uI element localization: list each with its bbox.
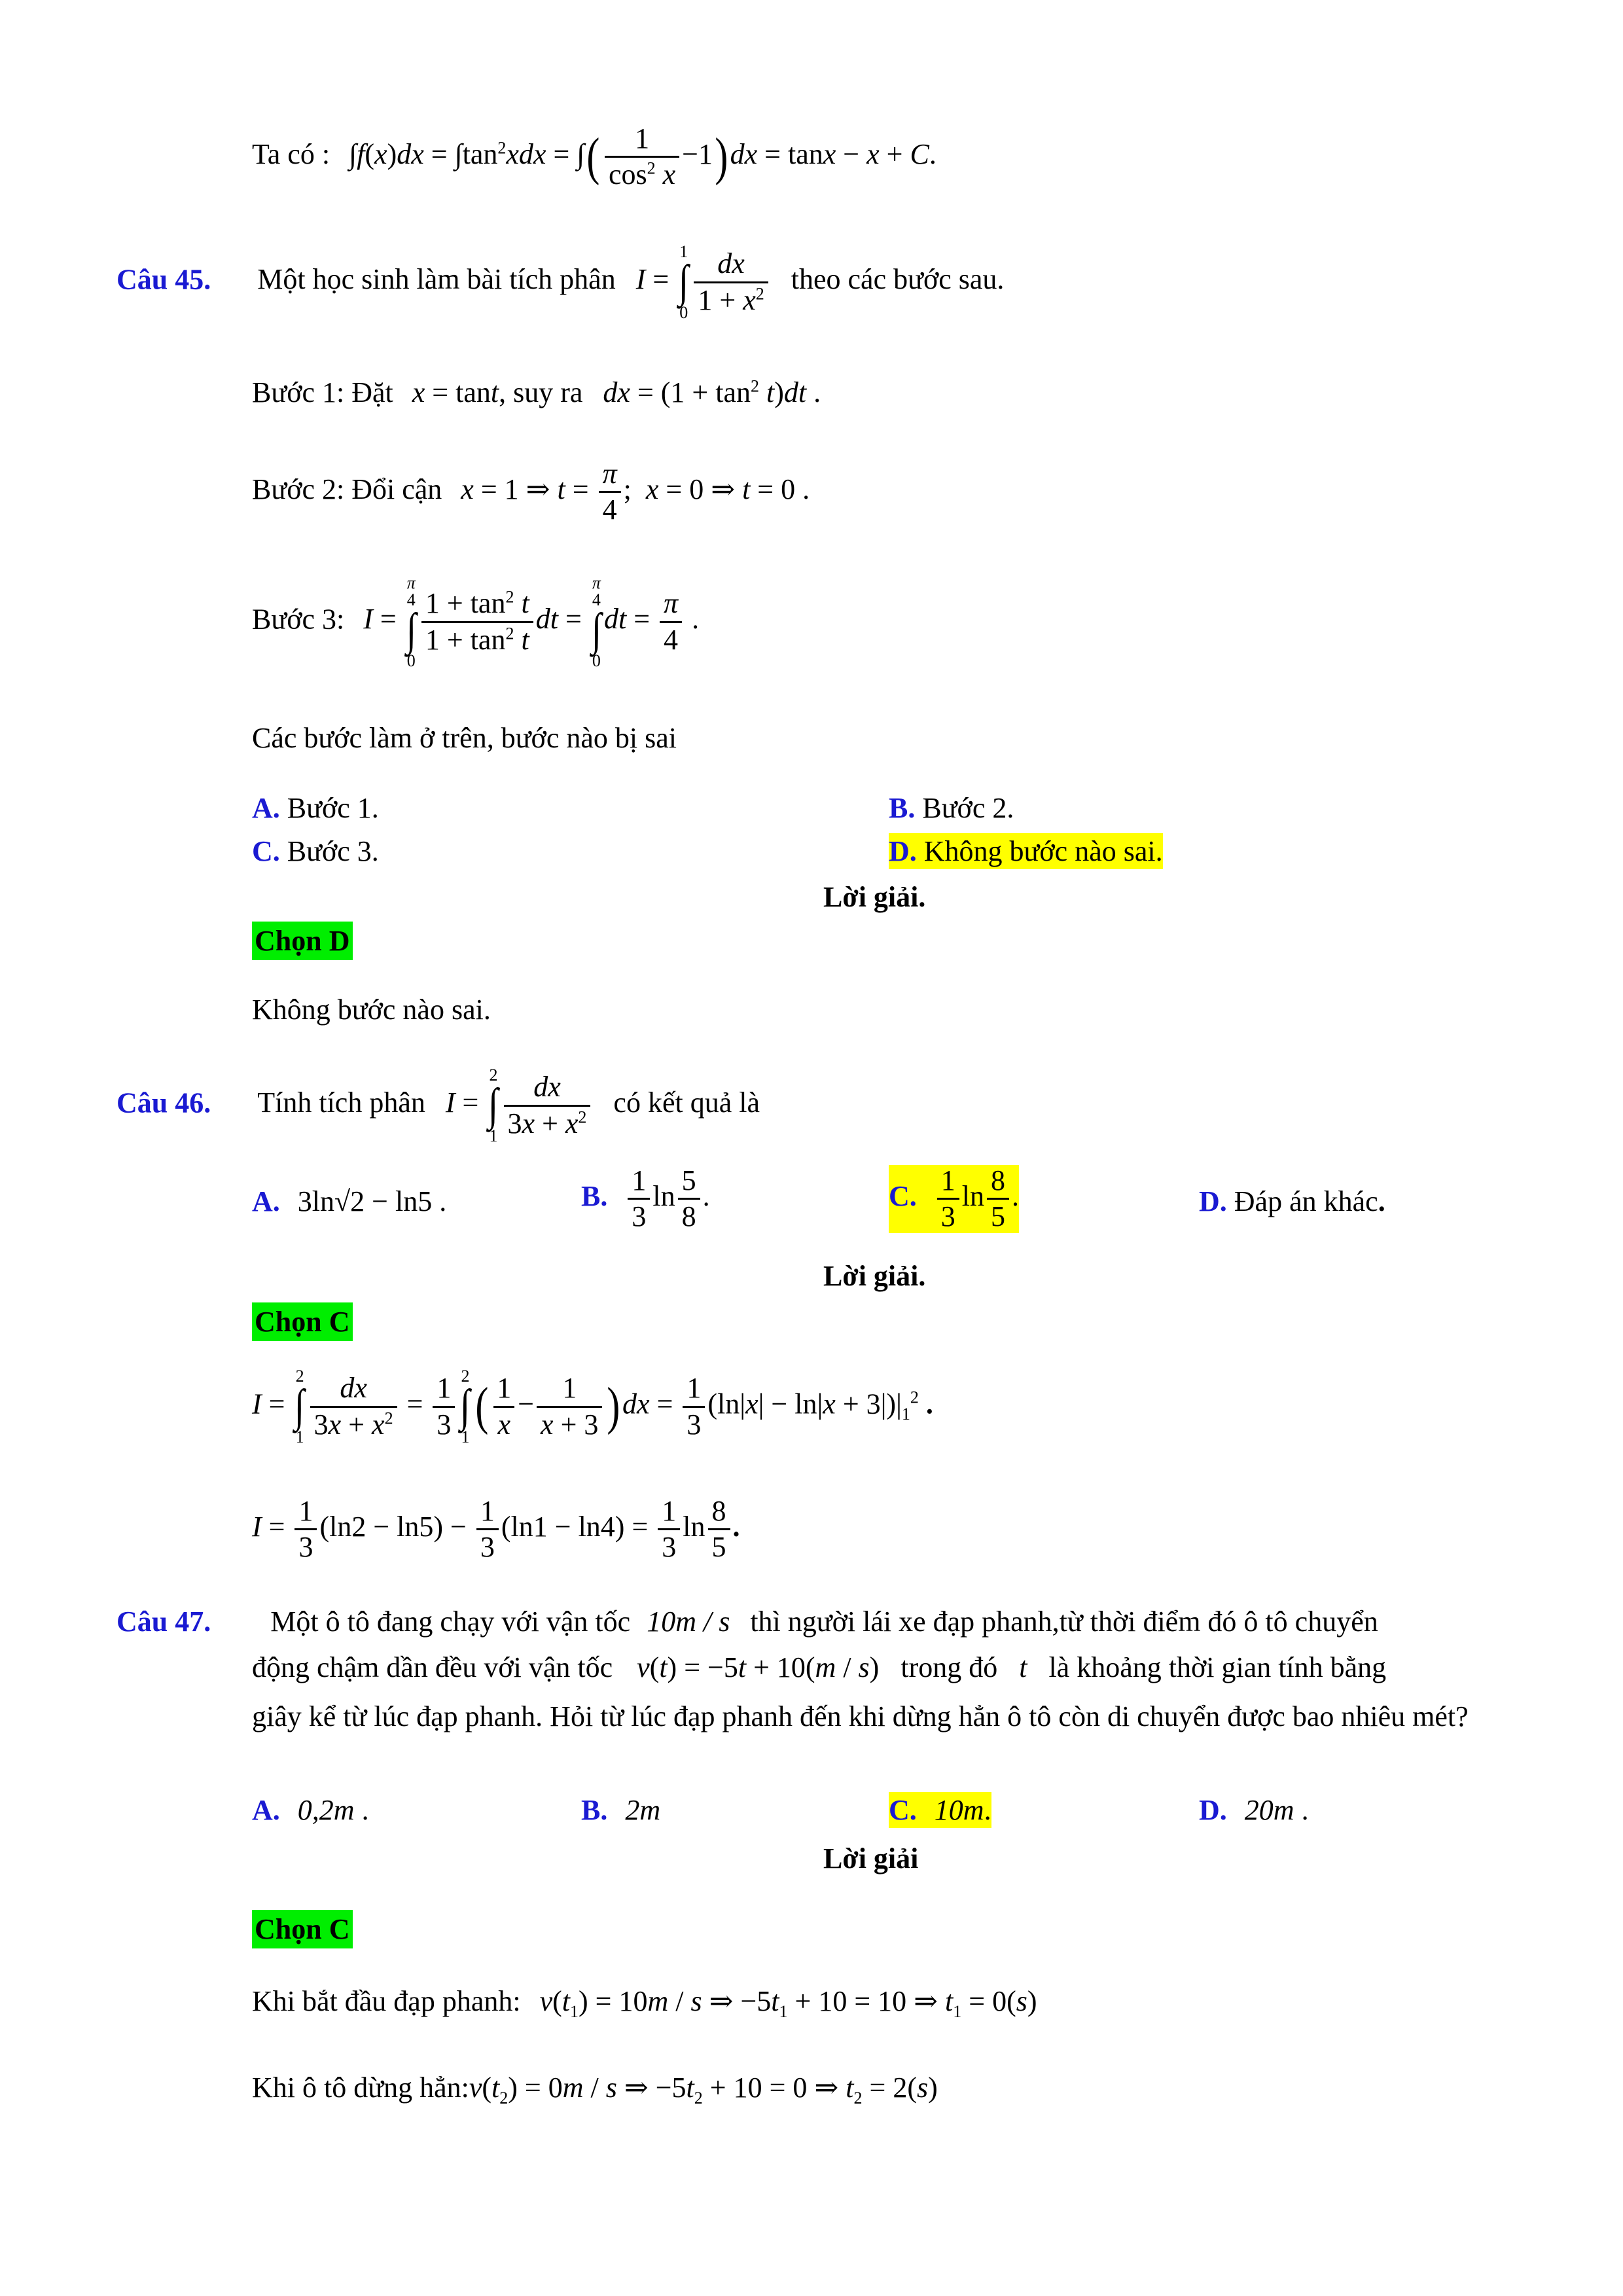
- q46-number: Câu 46.: [116, 1086, 211, 1119]
- intro-formula: $\int f(x)dx = \int\tan^2xdx$ = ∫( $\frac{1}{\cos^2 x}$ −1)dx = tanx − x + C.: [349, 122, 936, 191]
- q46-option-c[interactable]: C. $\frac{1}{3}$ ln $\frac{8}{5}$ .: [889, 1164, 1020, 1233]
- q46-option-d[interactable]: D. Đáp án khác.: [1199, 1185, 1385, 1217]
- q47-line1-a: Một ô tô đang chạy với vận tốc: [270, 1605, 631, 1638]
- q47-line2-a: động chậm dần đều với vận tốc: [252, 1651, 613, 1683]
- q45-solution-title: Lời giải.: [823, 881, 926, 913]
- q45-step1-mid: , suy ra: [499, 376, 583, 408]
- q47-option-c[interactable]: C. 10m.: [889, 1792, 991, 1828]
- q47-line2-b: trong đó: [901, 1651, 998, 1683]
- q45-option-a[interactable]: A. Bước 1.: [252, 792, 379, 824]
- q47-line1: [116, 1604, 1378, 1640]
- q47-sol2-label: Khi ô tô dừng hẳn:: [252, 2072, 469, 2104]
- q47-line3: giây kể từ lúc đạp phanh. Hỏi từ lúc đạp phanh đến khi dừng hẳn ô tô còn di chuyển được bao nhiêu mét?: [252, 1700, 1469, 1732]
- q45-option-b[interactable]: B. Bước 2.: [889, 792, 1014, 824]
- q46-stem: [116, 1067, 760, 1145]
- q47-choice: Chọn C: [252, 1910, 353, 1948]
- q45-step1: [252, 374, 821, 410]
- q47-t: t: [1019, 1651, 1027, 1683]
- q45-prompt: Các bước làm ở trên, bước nào bị sai: [252, 722, 677, 754]
- q45-step2-label: Bước 2: Đổi cận: [252, 473, 442, 505]
- q46-solution-title: Lời giải.: [823, 1260, 926, 1292]
- q47-option-d[interactable]: D. 20m .: [1199, 1794, 1309, 1826]
- q47-sol1-label: Khi bắt đầu đạp phanh:: [252, 1985, 521, 2017]
- q46-solution-line2: I = $\frac{1}{3}$ (ln2 − ln5) − $\frac{1}{3}$ (ln1 − ln4) = $\frac{1}{3}$ ln $\frac{8}{5}$ .: [252, 1495, 740, 1564]
- q47-line1-b: thì người lái xe đạp phanh,từ thời điểm đó ô tô chuyển: [750, 1605, 1378, 1638]
- q45-step3: [252, 575, 699, 670]
- q45-step2-math: x = 1 ⇒ t = $\frac{\pi}{4}$ ; x = 0 ⇒ t = 0 .: [461, 457, 810, 526]
- q45-option-c[interactable]: C. Bước 3.: [252, 835, 379, 867]
- q47-velocity: v(t) = −5t + 10(m / s): [637, 1651, 880, 1683]
- q45-number: Câu 45.: [116, 263, 211, 296]
- q45-step1-label: Bước 1: Đặt: [252, 376, 393, 408]
- q46-option-b[interactable]: B. $\frac{1}{3}$ ln $\frac{5}{8}$ .: [581, 1164, 710, 1233]
- q47-sol2-math: $v(t_2) = 0m / s$ ⇒ $-5t_2 + 10 = 0$ ⇒ $t_2 = 2(s)$: [469, 2072, 938, 2108]
- intro-label: Ta có :: [252, 137, 330, 170]
- q46-option-a[interactable]: A. 3ln√2 − ln5 .: [252, 1185, 447, 1217]
- q45-choice: Chọn D: [252, 922, 353, 960]
- q47-solution-line1: [252, 1983, 1037, 2022]
- q46-stem-before: Tính tích phân: [257, 1086, 425, 1119]
- q47-option-b[interactable]: B. 2m: [581, 1794, 661, 1826]
- q47-line2-c: là khoảng thời gian tính bằng: [1048, 1651, 1387, 1683]
- q47-sol1-math: $v(t_1) = 10m / s$ ⇒ $-5t_1 + 10 = 10$ ⇒ $t_1 = 0(s)$: [539, 1985, 1037, 2021]
- q47-speed: 10m / s: [647, 1605, 730, 1638]
- q47-option-a[interactable]: A. 0,2m .: [252, 1794, 369, 1826]
- intro-line: [252, 123, 936, 191]
- q46-choice: Chọn C: [252, 1302, 353, 1341]
- q46-solution-line1: I = 2 ∫ 1 $\frac{dx}{3x + x^2}$ = $\frac{1}{3}$ 2 ∫ 1 ( $\frac{1}{x}$ − $\frac{1}{x + 3}$ )dx = $\frac{1}{3}$ $(\ln|x| - \ln|x + 3|)|_1^2$ .: [252, 1367, 933, 1446]
- q45-step3-label: Bước 3:: [252, 603, 345, 636]
- q45-step1-dx: dx = $(1 + \tan^2 t)dt$ .: [603, 376, 821, 408]
- q47-solution-title: Lời giải: [823, 1842, 919, 1874]
- q47-line2: [252, 1649, 1386, 1685]
- q45-step1-sub: x = tant: [412, 376, 499, 408]
- q46-stem-after: có kết quả là: [613, 1086, 760, 1119]
- q45-step3-math: I = π 4 ∫ 0 $\frac{1 + \tan^2 t}{1 + \tan^2 t}$ dt = π 4 ∫ 0 dt = $\frac{\pi}{4}$ .: [363, 573, 700, 670]
- q45-integral: I = 1 ∫ 0 $\frac{dx}{1 + x^2}$: [636, 263, 771, 295]
- q46-integral: I = 2 ∫ 1 $\frac{dx}{3x + x^2}$: [446, 1086, 594, 1119]
- q45-step2: [252, 458, 810, 526]
- q45-explanation: Không bước nào sai.: [252, 994, 491, 1026]
- q45-option-d[interactable]: D. Không bước nào sai.: [889, 833, 1163, 869]
- q45-stem-after: theo các bước sau.: [791, 263, 1005, 296]
- q47-number: Câu 47.: [116, 1605, 211, 1638]
- q45-stem-before: Một học sinh làm bài tích phân: [257, 263, 616, 296]
- q47-solution-line2: [252, 2070, 938, 2109]
- q45-stem: [116, 243, 1004, 321]
